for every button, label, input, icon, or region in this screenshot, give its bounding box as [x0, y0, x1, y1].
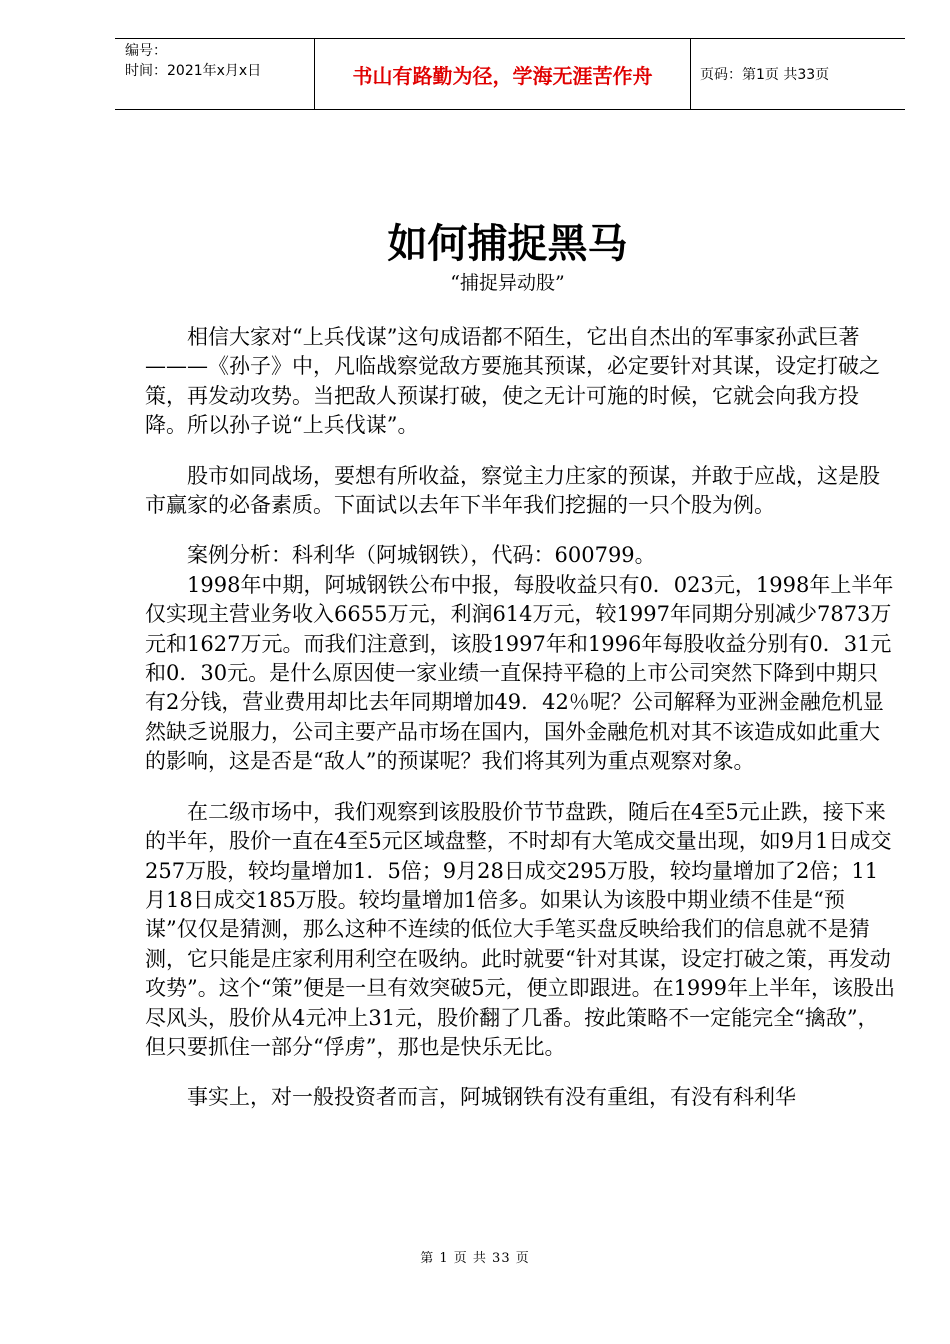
paragraph-1: 相信大家对“上兵伐谋”这句成语都不陌生，它出自杰出的军事家孙武巨著———《孙子》中，凡临战察觉敌方要施其预谋，必定要针对其谋，设定打破之策，再发动攻势。当把敌人预谋打破，使之无计可施的时候，它就会向我方投降。所以孙子说“上兵伐谋”。: [145, 325, 880, 438]
document-body: [145, 323, 895, 1113]
document-title: 如何捕捉黑马: [387, 221, 628, 267]
paragraph-3: 案例分析：科利华（阿城钢铁），代码：600799。: [187, 543, 656, 568]
paragraph-6: 事实上，对一般投资者而言，阿城钢铁有没有重组，有没有科利华: [187, 1085, 796, 1110]
serial-label: 编号：: [125, 43, 167, 59]
page-header: [115, 38, 905, 110]
header-meta: [115, 39, 315, 109]
paragraph-5: 在二级市场中，我们观察到该股股价节节盘跌，随后在4至5元止跌，接下来的半年，股价一直在4至5元区域盘整，不时却有大笔成交量出现，如9月1日成交257万股，较均量增加1．5倍；9月28日成交295万股，较均量增加了2倍；11月18日成交185万股。较均量增加1倍多。如果认为该股中期业绩不佳是“预谋”仅仅是猜测，那么这种不连续的低位大手笔买盘反映给我们的信息就不是猜测，它只能是庄家利用利空在吸纳。此时就要“针对其谋，设定打破之策，再发动攻势”。这个“策”便是一旦有效突破5元，便立即跟进。在1999年上半年，该股出尽风头，股价从4元冲上31元，股价翻了几番。按此策略不一定能完全“擒敌”，但只要抓住一部分“俘虏”，那也是快乐无比。: [145, 799, 896, 1059]
document-subtitle: “捕捉异动股”: [450, 272, 565, 294]
paragraph-2: 股市如同战场，要想有所收益，察觉主力庄家的预谋，并敢于应战，这是股市赢家的必备素质。下面试以去年下半年我们挖掘的一只个股为例。: [145, 463, 880, 518]
paragraph-4: 1998年中期，阿城钢铁公布中报，每股收益只有0．023元，1998年上半年仅实现主营业务收入6655万元，利润614万元，较1997年同期分别减少7873万元和1627万元。而我们注意到，该股1997年和1996年每股收益分别有0．31元和0．30元。是什么原因使一家业绩一直保持平稳的上市公司突然下降到中期只有2分钱，营业费用却比去年同期增加49．42％呢？公司解释为亚洲金融危机显然缺乏说服力，公司主要产品市场在国内，国外金融危机对其不该造成如此重大的影响，这是否是“敌人”的预谋呢？我们将其列为重点观察对象。: [145, 572, 894, 774]
time-label: 时间：2021年x月x日: [125, 63, 262, 79]
page-footer: 第 1 页 共 33 页: [420, 1251, 530, 1266]
header-motto: 书山有路勤为径，学海无涯苦作舟: [315, 39, 691, 109]
header-page-info: 页码：第1页 共33页: [700, 67, 830, 83]
